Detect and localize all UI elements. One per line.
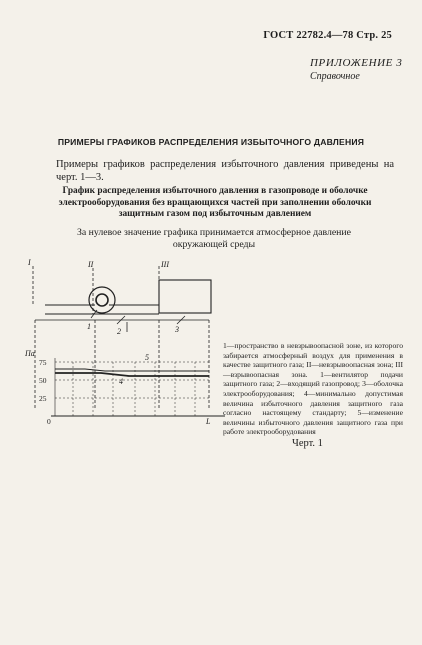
zone-label-1: I (28, 258, 31, 267)
page-header: ГОСТ 22782.4—78 Стр. 25 (263, 30, 392, 41)
intro-paragraph: Примеры графиков распределения избыточного давления приведены на черт. 1—3. (56, 159, 394, 183)
tick-label-25: 25 (39, 394, 47, 403)
figure-legend: 1—пространство в невзрывоопасной зоне, из которого забирается атмосферный воздух для применения в качестве защитного газа; II—невзрывоопасная зона; III—взрывоопасная зона. 1—вентилятор подачи защитного газа; 2—входящий газопровод; 3—оболочка электрооборудования; 4—минимально допустимая величина избыточного давления защитного газа согласно настоящему стандарту; 5—изменение величины избыточного давления защитного газа при работе электрооборудования (223, 341, 403, 437)
part-number-3: 3 (175, 325, 179, 334)
min-pressure-line (55, 373, 209, 376)
figure-caption: Черт. 1 (292, 438, 323, 449)
zone-label-3: III (161, 260, 169, 269)
part-number-5: 5 (145, 353, 149, 362)
fan-inner (96, 294, 108, 306)
appendix-subtitle: Справочное (310, 71, 360, 82)
part-number-4: 4 (119, 377, 123, 386)
tick-label-50: 50 (39, 376, 47, 385)
pressure-diagram (25, 258, 225, 428)
part-number-2: 2 (117, 327, 121, 336)
x-axis-label: L (206, 417, 211, 426)
figure-title: График распределения избыточного давления в газопроводе и оболочке электрооборудования без вращающихся частей при заполнении оболочки защитным газом под избыточным давлением (58, 186, 372, 219)
enclosure-outline (159, 280, 211, 313)
zone-label-2: II (88, 260, 94, 269)
part-number-1: 1 (87, 322, 91, 331)
appendix-title: ПРИЛОЖЕНИЕ 3 (310, 57, 403, 69)
tick-label-75: 75 (39, 358, 47, 367)
working-pressure-line (55, 369, 209, 371)
figure-note: За нулевое значение графика принимается атмосферное давление окружающей среды (76, 227, 352, 250)
origin-label: 0 (47, 417, 51, 426)
y-axis-label: Па (25, 349, 35, 358)
section-title: ПРИМЕРЫ ГРАФИКОВ РАСПРЕДЕЛЕНИЯ ИЗБЫТОЧНОГО ДАВЛЕНИЯ (57, 137, 365, 147)
